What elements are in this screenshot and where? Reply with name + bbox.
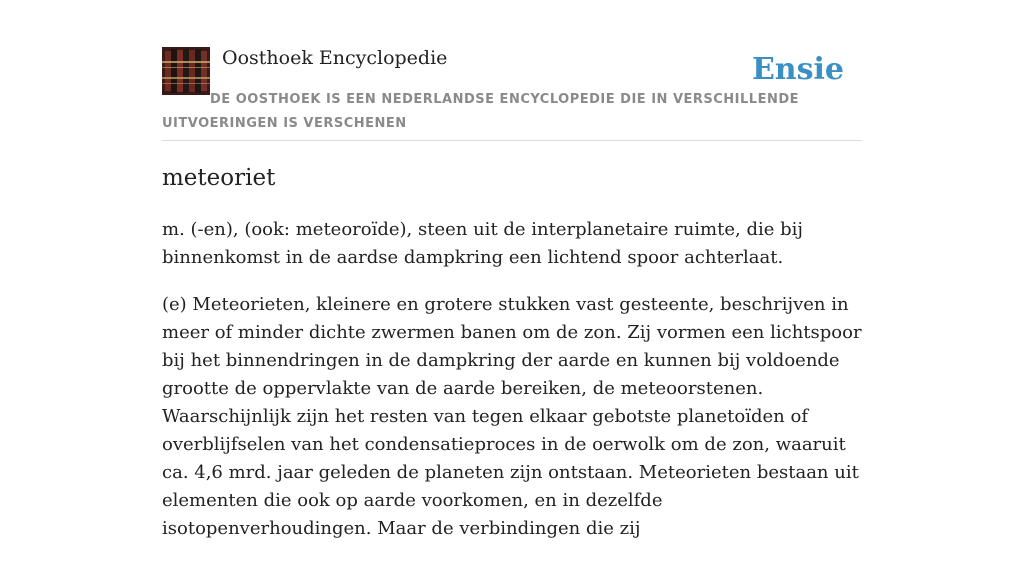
site-header (162, 46, 862, 141)
brand-logo[interactable]: Ensie (751, 52, 844, 87)
site-title[interactable]: Oosthoek Encyclopedie (222, 47, 448, 69)
entry-title: meteoriet (162, 165, 276, 191)
site-tagline: DE OOSTHOEK IS EEN NEDERLANDSE ENCYCLOPEDIE DIE IN VERSCHILLENDE UITVOERINGEN IS VERSCHENEN (162, 92, 800, 131)
entry-definition: m. (-en), (ook: meteoroïde), steen uit de interplanetaire ruimte, die bij binnenkomst in de aardse dampkring een lichtend spoor achterlaat. (162, 219, 803, 268)
entry-paragraph: (e) Meteorieten, kleinere en grotere stukken vast gesteente, beschrijven in meer of minder dichte zwermen banen om de zon. Zij vormen een lichtspoor bij het binnendringen in de dampkring der aarde en kunnen bij voldoende grootte de oppervlakte van de aarde bereiken, de meteoorstenen. Waarschijnlijk zijn het resten van tegen elkaar gebotste planetoïden of overblijfselen van het condensatieproces in de oerwolk om de zon, waaruit ca. 4,6 mrd. jaar geleden de planeten zijn ontstaan. Meteorieten bestaan uit elementen die ook op aarde voorkomen, en in dezelfde isotopenverhoudingen. Maar de verbindingen die zij (162, 294, 862, 539)
entry-body (162, 216, 862, 562)
